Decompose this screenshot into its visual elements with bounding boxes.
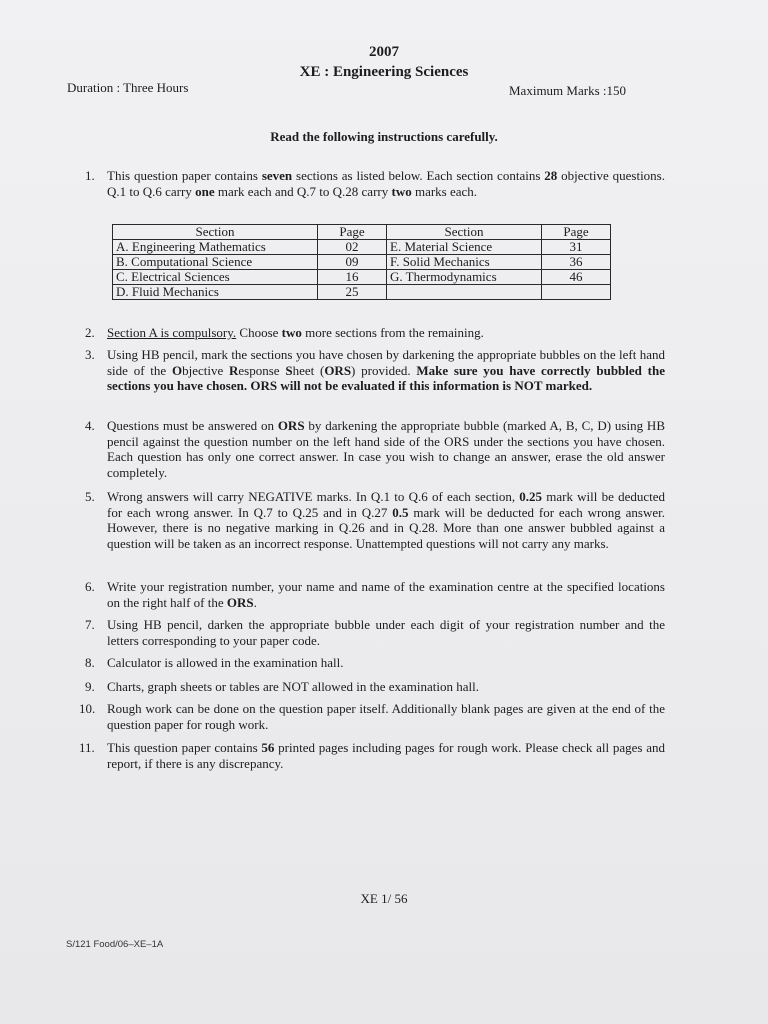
instruction-number: 3. <box>85 347 95 362</box>
instruction-text <box>107 579 665 610</box>
table-cell: D. Fluid Mechanics <box>113 285 318 300</box>
instruction-text-run: Using HB pencil, darken the appropriate bubble under each digit of your registration number and the letters corresponding to your paper code. <box>107 617 665 648</box>
instruction-text-run: Write your registration number, your name and name of the examination centre at the specified locations on the right half of the <box>107 579 665 610</box>
instruction-text <box>107 325 665 341</box>
instruction-number: 1. <box>85 168 95 183</box>
instruction-text-run: heet ( <box>292 362 325 378</box>
instruction-text-run: This question paper contains <box>107 168 262 183</box>
table-cell: 16 <box>318 270 387 285</box>
instruction-text-run: 28 <box>544 168 558 183</box>
instruction-text-run: mark will be deducted for each wrong answer. In Q.7 to Q.25 and in Q.27 <box>107 489 665 520</box>
instruction-number: 4. <box>85 418 95 433</box>
exam-title: XE : Engineering Sciences <box>299 64 469 80</box>
instruction-text-run: 0.25 <box>519 489 543 504</box>
table-cell: E. Material Science <box>387 240 542 255</box>
instruction-text-run: sections as listed below. Each section contains <box>292 168 545 183</box>
table-row <box>113 285 611 300</box>
table-header-cell: Section <box>113 225 318 240</box>
instruction-text-run: 0.5 <box>392 504 409 520</box>
instruction-text <box>107 489 665 551</box>
instruction-text-run: two <box>391 183 412 199</box>
instruction-text-run: R <box>229 362 239 378</box>
instruction-text-run: ) provided. <box>351 362 417 378</box>
instruction-item-2 <box>85 325 665 341</box>
instruction-text <box>107 347 665 394</box>
table-cell: 36 <box>542 255 611 270</box>
instruction-text-run: . <box>253 594 257 610</box>
instruction-text-run: objective questions. Q.1 to Q.6 carry <box>107 168 665 199</box>
instruction-text-run: ORS <box>277 418 305 433</box>
instruction-item-4 <box>85 418 665 480</box>
instruction-text <box>107 168 665 199</box>
instruction-text <box>107 701 665 732</box>
instruction-text-run: one <box>195 183 215 199</box>
duration-label: Duration : Three Hours <box>67 80 189 95</box>
instruction-item-11 <box>79 740 665 771</box>
table-cell: 09 <box>318 255 387 270</box>
instruction-text-run: O <box>171 362 183 378</box>
table-cell: C. Electrical Sciences <box>113 270 318 285</box>
paper-code-label: S/121 Food/06–XE–1A <box>66 939 164 950</box>
instruction-number: 7. <box>85 617 95 632</box>
table-cell: 02 <box>318 240 387 255</box>
instruction-item-1 <box>85 168 665 199</box>
instruction-item-3 <box>85 347 665 394</box>
instruction-text-run: bjective <box>182 362 229 378</box>
instructions-heading: Read the following instructions carefully. <box>270 129 498 144</box>
instruction-text <box>107 740 665 771</box>
instruction-number: 11. <box>79 740 95 755</box>
instruction-text-run: 56 <box>261 740 275 755</box>
instruction-text-run: printed pages including pages for rough work. Please check all pages and report, if there is any discrepancy. <box>107 740 665 771</box>
instruction-number: 6. <box>85 579 95 594</box>
instruction-number: 5. <box>85 489 95 504</box>
instruction-number: 8. <box>85 655 95 670</box>
instruction-text-run: by darkening the appropriate bubble (marked A, B, C, D) using HB pencil against the question number on the left hand side of the ORS under the sections you have chosen. Each question has only one correct answer. In case you wish to change an answer, erase the old answer completely. <box>107 418 665 480</box>
instruction-text-run: Choose <box>236 325 282 340</box>
instruction-text-run: mark each and Q.7 to Q.28 carry <box>214 183 392 199</box>
page-number-label: XE 1/ 56 <box>360 891 408 906</box>
table-row <box>113 240 611 255</box>
instruction-item-10 <box>79 701 665 732</box>
instruction-text-run: seven <box>261 168 293 183</box>
instruction-text-run: ORS <box>226 594 254 610</box>
instruction-text-run: Charts, graph sheets or tables are NOT allowed in the examination hall. <box>107 679 479 694</box>
instruction-text-run: two <box>281 325 302 340</box>
instruction-item-6 <box>85 579 665 610</box>
table-row <box>113 255 611 270</box>
instruction-text-run: This question paper contains <box>107 740 262 755</box>
table-cell: F. Solid Mechanics <box>387 255 542 270</box>
instruction-text-run: Using HB pencil, mark the sections you have chosen by darkening the appropriate bubbles on the left hand side of the <box>107 347 665 378</box>
table-cell: 25 <box>318 285 387 300</box>
table-row <box>113 270 611 285</box>
instruction-text-run: Wrong answers will carry NEGATIVE marks. In Q.1 to Q.6 of each section, <box>107 489 520 504</box>
table-cell <box>542 285 611 300</box>
instruction-item-8 <box>85 655 665 671</box>
instruction-text-run: Section A is compulsory. <box>107 325 237 340</box>
instruction-text <box>107 418 665 480</box>
table-cell: 46 <box>542 270 611 285</box>
instruction-text-run: Rough work can be done on the question paper itself. Additionally blank pages are given at the end of the question paper for rough work. <box>107 701 665 732</box>
instruction-item-9 <box>85 679 665 695</box>
table-cell <box>387 285 542 300</box>
instruction-text-run: S <box>285 362 293 378</box>
exam-year: 2007 <box>369 44 399 60</box>
table-header-cell: Section <box>387 225 542 240</box>
table-cell: 31 <box>542 240 611 255</box>
instruction-number: 2. <box>85 325 95 340</box>
instruction-text-run: esponse <box>238 362 286 378</box>
table-cell: G. Thermodynamics <box>387 270 542 285</box>
instruction-number: 9. <box>85 679 95 694</box>
instruction-text <box>107 617 665 648</box>
table-cell: A. Engineering Mathematics <box>113 240 318 255</box>
instruction-item-5 <box>85 489 665 551</box>
table-header-cell: Page <box>318 225 387 240</box>
maximum-marks-label: Maximum Marks :150 <box>509 83 626 98</box>
instruction-text-run: more sections from the remaining. <box>301 325 484 340</box>
instruction-text-run: marks each. <box>411 183 478 199</box>
sections-table <box>112 224 611 300</box>
table-header-row <box>113 225 611 240</box>
table-header-cell: Page <box>542 225 611 240</box>
instruction-text-run: Calculator is allowed in the examination hall. <box>107 655 344 670</box>
instruction-text <box>107 679 665 695</box>
instruction-item-7 <box>85 617 665 648</box>
table-cell: B. Computational Science <box>113 255 318 270</box>
instruction-number: 10. <box>79 701 96 716</box>
instruction-text-run: ORS <box>324 362 352 378</box>
instruction-text-run: Questions must be answered on <box>107 418 278 433</box>
instruction-text-run: mark will be deducted for each wrong answer. However, there is no negative marking in Q.26 and in Q.28. More than one answer bubbled against a question will be taken as an incorrect response. Unattempted questions will not carry any marks. <box>107 504 665 551</box>
instruction-text-run: Make sure you have correctly bubbled the sections you have chosen. ORS will not be evaluated if this information is NOT marked. <box>107 362 665 393</box>
instruction-text <box>107 655 665 671</box>
